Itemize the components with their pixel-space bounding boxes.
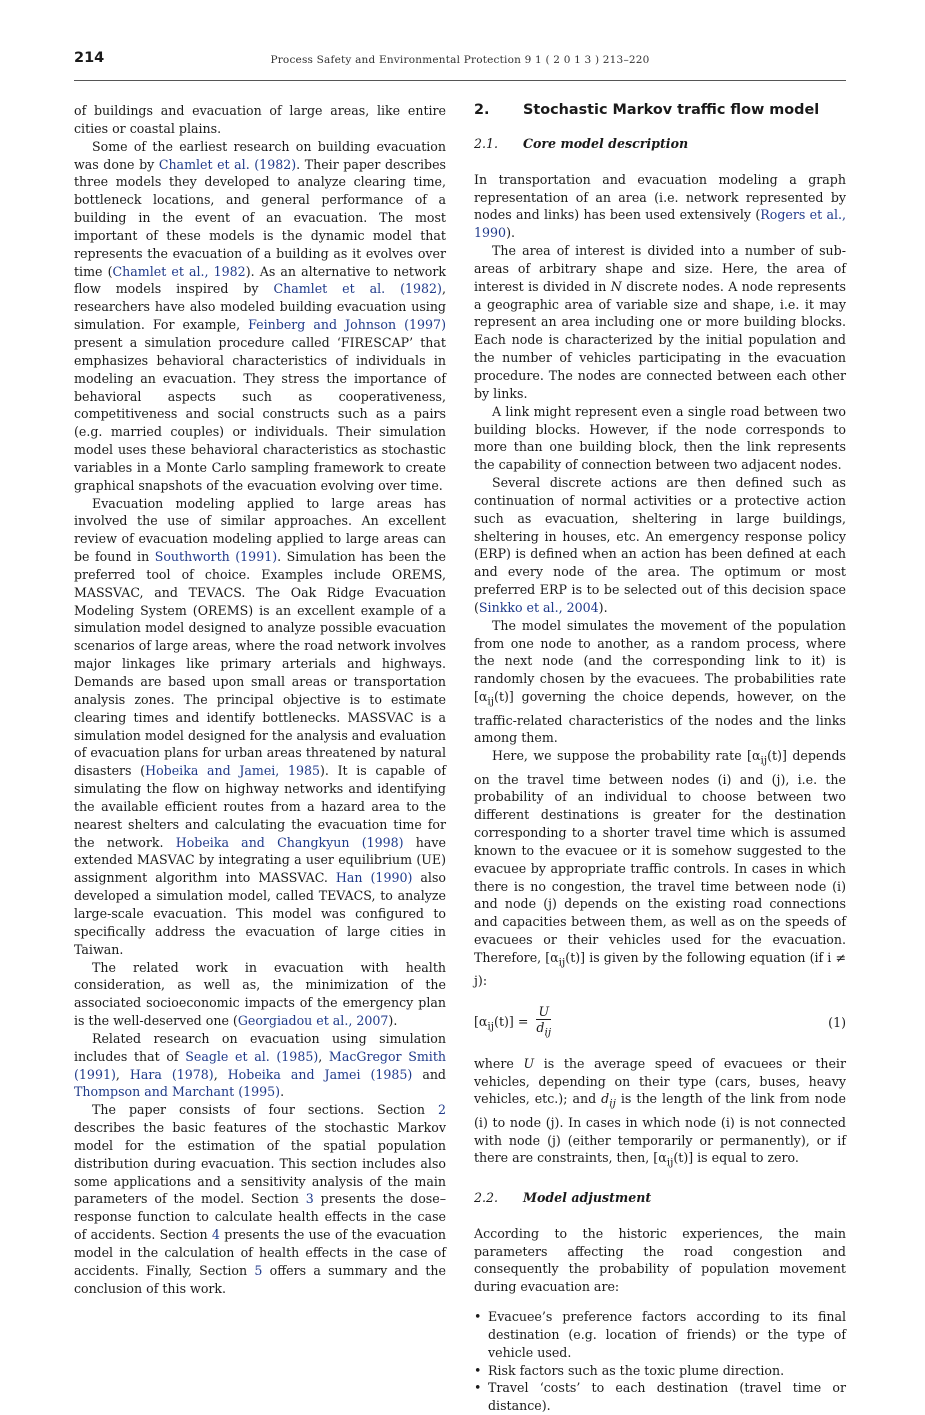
section-link[interactable]: 2	[437, 1102, 446, 1118]
paragraph: Related research on evacuation using simulation includes that of Seagle et al. (1985), MacGregor Smith (1991), Hara (1978), Hobeika and Jamei (1985) and Thompson and Marchant (1995).	[74, 1030, 446, 1100]
paragraph: The paper consists of four sections. Section 2 describes the basic features of the stochastic Markov model for the estimation of the spatial population distribution during evacuation. This section includes also some applications and a sensitivity analysis of the main parameters of the model. Section 3 presents the dose–response function to calculate health effects in the case of accidents. Section 4 presents the use of the evacuation model in the calculation of health effects in the case of accidents. Finally, Section 5 offers a summary and the conclusion of this work.	[74, 1102, 446, 1296]
citation-link[interactable]: Georgiadou et al., 2007	[237, 1013, 389, 1029]
citation-link[interactable]: Feinberg and Johnson (1997)	[248, 317, 446, 333]
section-link[interactable]: 3	[305, 1191, 314, 1207]
citation-link[interactable]: Hara (1978)	[129, 1066, 214, 1082]
paragraph: The related work in evacuation with health consideration, as well as, the minimization of the associated socioeconomic impacts of the emergency plan is the well-deserved one (Georgiadou et al., 2007).	[74, 959, 446, 1029]
citation-link[interactable]: Hobeika and Jamei, 1985	[145, 763, 321, 779]
section-link[interactable]: 4	[211, 1227, 220, 1243]
list-item: • Risk factors such as the toxic plume direction.	[474, 1362, 846, 1380]
journal-title: Process Safety and Environmental Protection 9 1 ( 2 0 1 3 ) 213–220	[270, 54, 650, 66]
citation-link[interactable]: Hobeika and Jamei (1985)	[227, 1066, 413, 1082]
subsection-heading: 2.2. Model adjustment	[474, 1189, 652, 1205]
list-item: • Evacuee’s preference factors according to its final destination (e.g. location of friends) or the type of vehicle used.	[474, 1308, 846, 1362]
running-header	[74, 50, 846, 81]
citation-link[interactable]: Rogers et al., 1990	[474, 207, 847, 241]
paragraph: where U is the average speed of evacuees or their vehicles, depending on their type (cars, buses, heavy vehicles, etc.); and $d_{ij}$ is the length of the link from node (i) to node (j). In cases in which node (i) is not connected with node (j) (either temporarily or permanently), or if there are constraints, then, $[\alpha_{ij}(t)]$ is equal to zero.	[474, 1055, 847, 1169]
section-heading: 2. Stochastic Markov traffic flow model	[474, 102, 820, 118]
equation-1	[474, 1004, 846, 1041]
citation-link[interactable]: Han (1990)	[335, 870, 413, 886]
citation-link[interactable]: Thompson and Marchant (1995)	[74, 1084, 281, 1100]
citation-link[interactable]: Southworth (1991)	[154, 549, 278, 565]
citation-link[interactable]: Chamlet et al., 1982	[112, 263, 246, 279]
equation-number: (1)	[828, 1014, 846, 1030]
equation-body: $[\alpha_{ij}(t)]$ = $\frac{U}{d_{ij}}$	[474, 1004, 552, 1039]
citation-link[interactable]: Sinkko et al., 2004	[478, 599, 599, 615]
citation-link[interactable]: MacGregor Smith (1991)	[74, 1048, 446, 1082]
citation-link[interactable]: Chamlet et al. (1982)	[273, 281, 442, 297]
paragraph: Evacuation modeling applied to large areas has involved the use of similar approaches. An excellent review of evacuation modeling applied to large areas can be found in Southworth (1991). Simulation has been the preferred tool of choice. Examples include OREMS, MASSVAC, and TEVACS. The Oak Ridge Evacuation Modeling System (OREMS) is an excellent example of a simulation model designed to analyze possible evacuation scenarios of large areas, where the road network involves major linkages like primary arterials and highways. Demands are based upon small areas or transportation analysis zones. The principal objective is to estimate clearing times and identify bottlenecks. MASSVAC is a simulation model designed for the analysis and evaluation of evacuation plans for urban areas threatened by natural disasters (Hobeika and Jamei, 1985). It is capable of simulating the flow on highway networks and identifying the available efficient routes from a hazard area to the nearest shelters and calculating the evacuation time for the network. Hobeika and Changkyun (1998) have extended MASVAC by integrating a user equilibrium (UE) assignment algorithm into MASSVAC. Han (1990) also developed a simulation model, called TEVACS, to analyze large-scale evacuation. This model was configured to specifically address the evacuation of large cities in Taiwan.	[74, 495, 446, 957]
list-item: • Travel ‘costs’ to each destination (travel time or distance).	[474, 1379, 846, 1415]
paragraph: Here, we suppose the probability rate $[\alpha_{ij}(t)]$ depends on the travel time between nodes (i) and (j), i.e. the probability of an individual to choose between two different destinations is greater for the destination corresponding to a shorter travel time which is assumed known to the evacuee or it is somehow suggested to the evacuee by appropriate traffic controls. In cases in which there is no congestion, the travel time between node (i) and node (j) depends on the existing road connections and capacities between them, as well as on the speeds of evacuees or their vehicles used for the evacuation. Therefore, $[\alpha_{ij}(t)]$ is given by the following equation (if i ≠ j):	[474, 748, 846, 989]
left-column	[74, 102, 446, 1298]
fraction: $\frac{U}{d_{ij}}$	[536, 1004, 552, 1039]
paragraph: In transportation and evacuation modeling a graph representation of an area (i.e. network represented by nodes and links) has been used extensively (Rogers et al., 1990).	[474, 171, 847, 241]
paragraph: According to the historic experiences, the main parameters affecting the road congestion and consequently the probability of population movement during evacuation are:	[474, 1225, 846, 1295]
page-number: 214	[74, 50, 105, 66]
paragraph: Some of the earliest research on building evacuation was done by Chamlet et al. (1982). Their paper describes three models they developed to analyze clearing time, bottleneck locations, and general performance of a building in the event of an evacuation. The most important of these models is the dynamic model that represents the evacuation of a building as it evolves over time (Chamlet et al., 1982). As an alternative to network flow models inspired by Chamlet et al. (1982), researchers have also modeled building evacuation using simulation. For example, Feinberg and Johnson (1997) present a simulation procedure called ‘FIRESCAP’ that emphasizes behavioral characteristics of individuals in modeling an evacuation. They stress the importance of behavioral aspects such as cooperativeness, competitiveness and social constructs such as a pairs (e.g. married couples) or individuals. Their simulation model uses these behavioral characteristics as stochastic variables in a Monte Carlo sampling framework to create graphical snapshots of the evacuation evolving over time.	[74, 138, 446, 493]
paragraph: The area of interest is divided into a number of sub-areas of arbitrary shape and size. Here, the area of interest is divided in N discrete nodes. A node represents a geographic area of variable size and shape, i.e. it may represent an area including one or more building blocks. Each node is characterized by the initial population and the number of vehicles participating in the evacuation procedure. The nodes are connected between each other by links.	[474, 243, 846, 401]
paragraph: The model simulates the movement of the population from one node to another, as a random process, where the next node (and the corresponding link to it) is randomly chosen by the evacuees. The probabilities rate $[\alpha_{ij}(t)]$ governing the choice depends, however, on the traffic-related characteristics of the nodes and the links among them.	[474, 617, 846, 746]
citation-link[interactable]: Seagle et al. (1985)	[185, 1048, 319, 1064]
section-link[interactable]: 5	[254, 1262, 263, 1278]
paragraph: A link might represent even a single road between two building blocks. However, if the node corresponds to more than one building block, then the link represents the capability of connection between two adjacent nodes.	[474, 403, 846, 473]
citation-link[interactable]: Chamlet et al. (1982)	[158, 156, 297, 172]
citation-link[interactable]: Hobeika and Changkyun (1998)	[175, 834, 404, 850]
bullet-list	[474, 1308, 846, 1415]
paragraph: of buildings and evacuation of large areas, like entire cities or coastal plains.	[74, 103, 446, 136]
subsection-heading: 2.1. Core model description	[474, 135, 689, 151]
paragraph: Several discrete actions are then defined such as continuation of normal activities or a protective action such as evacuation, sheltering in large buildings, sheltering in houses, etc. An emergency response policy (ERP) is defined when an action has been defined at each and every node of the area. The optimum or most preferred ERP is to be selected out of this decision space (Sinkko et al., 2004).	[474, 475, 846, 615]
right-column	[474, 102, 846, 1415]
